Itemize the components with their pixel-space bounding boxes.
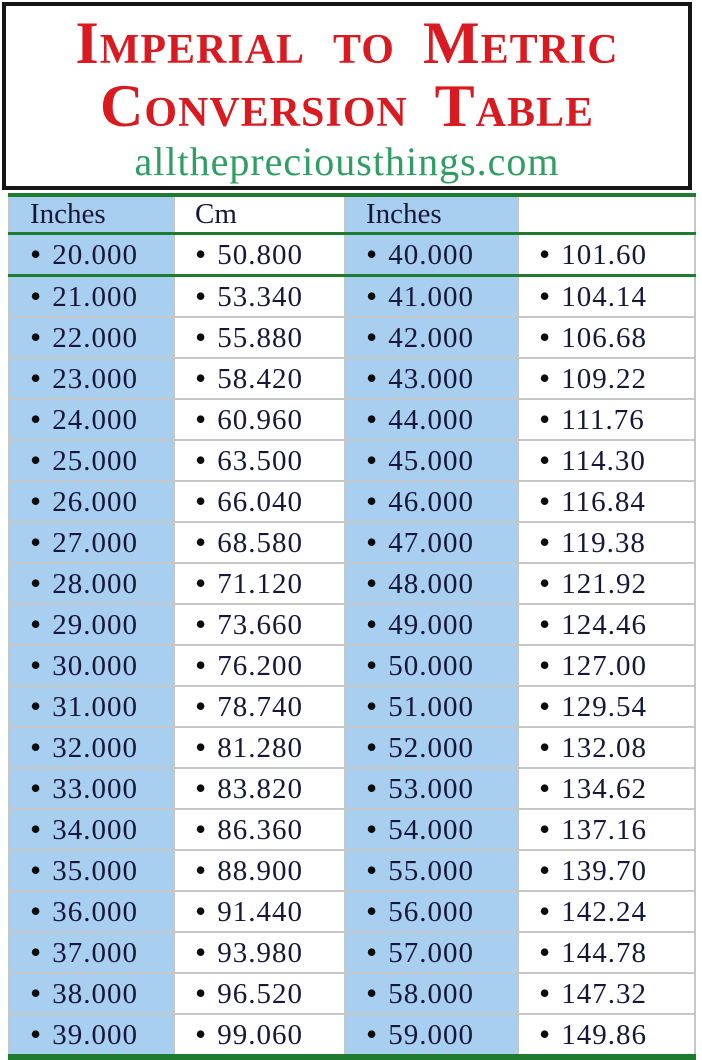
cell-value: 49.000 (388, 609, 474, 641)
bullet-icon: • (539, 278, 551, 314)
table-cell (345, 604, 518, 645)
cell-value: 30.000 (52, 650, 138, 682)
cell-value: 52.000 (388, 732, 474, 764)
bullet-icon: • (366, 606, 378, 642)
cell-value: 109.22 (561, 363, 647, 395)
table-cell (345, 686, 518, 727)
table-cell (518, 809, 695, 850)
bullet-icon: • (539, 360, 551, 396)
cell-value: 28.000 (52, 568, 138, 600)
bullet-icon: • (539, 688, 551, 724)
bullet-icon: • (366, 729, 378, 765)
table-cell (174, 932, 345, 973)
column-header-inches-right: Inches (345, 195, 518, 234)
bullet-icon: • (366, 852, 378, 888)
table-cell (345, 481, 518, 522)
table-cell (518, 891, 695, 932)
cell-value: 114.30 (561, 445, 646, 477)
table-cell (345, 317, 518, 358)
table-cell (174, 563, 345, 604)
bullet-icon: • (539, 606, 551, 642)
bullet-icon: • (195, 401, 207, 437)
table-cell (518, 973, 695, 1014)
table-cell (9, 850, 174, 891)
cell-value: 54.000 (388, 814, 474, 846)
table-cell (174, 1014, 345, 1057)
cell-value: 44.000 (388, 404, 474, 436)
table-cell (174, 604, 345, 645)
cell-value: 31.000 (52, 691, 138, 723)
table-cell (9, 604, 174, 645)
cell-value: 53.340 (217, 281, 303, 313)
bullet-icon: • (539, 483, 551, 519)
conversion-table (8, 193, 696, 1060)
table-cell (174, 850, 345, 891)
table-cell (174, 686, 345, 727)
table-cell (9, 563, 174, 604)
bullet-icon: • (366, 319, 378, 355)
bullet-icon: • (366, 893, 378, 929)
bullet-icon: • (366, 236, 378, 272)
bullet-icon: • (30, 1016, 42, 1052)
bullet-icon: • (195, 647, 207, 683)
bullet-icon: • (30, 360, 42, 396)
column-header-cm-right (518, 195, 695, 234)
table-cell (345, 1014, 518, 1057)
cell-value: 137.16 (561, 814, 647, 846)
bullet-icon: • (30, 524, 42, 560)
bullet-icon: • (195, 606, 207, 642)
cell-value: 63.500 (217, 445, 303, 477)
bullet-icon: • (539, 934, 551, 970)
bullet-icon: • (539, 442, 551, 478)
table-cell (9, 358, 174, 399)
bullet-icon: • (195, 852, 207, 888)
cell-value: 88.900 (217, 855, 303, 887)
cell-value: 134.62 (561, 773, 647, 805)
bullet-icon: • (539, 770, 551, 806)
cell-value: 91.440 (217, 896, 303, 928)
bullet-icon: • (30, 729, 42, 765)
cell-value: 60.960 (217, 404, 303, 436)
cell-value: 45.000 (388, 445, 474, 477)
cell-value: 59.000 (388, 1019, 474, 1051)
table-row (9, 522, 695, 563)
bullet-icon: • (195, 688, 207, 724)
table-cell (174, 358, 345, 399)
table-cell (9, 727, 174, 768)
bullet-icon: • (195, 975, 207, 1011)
table-cell (518, 317, 695, 358)
table-cell (9, 481, 174, 522)
table-cell (345, 563, 518, 604)
column-header-cm-left: Cm (174, 195, 345, 234)
table-cell (9, 399, 174, 440)
cell-value: 47.000 (388, 527, 474, 559)
table-cell (174, 645, 345, 686)
title-box (2, 2, 692, 190)
table-cell (9, 645, 174, 686)
cell-value: 38.000 (52, 978, 138, 1010)
table-cell (9, 973, 174, 1014)
table-cell (345, 973, 518, 1014)
bullet-icon: • (195, 934, 207, 970)
cell-value: 55.000 (388, 855, 474, 887)
column-header-inches-left: Inches (9, 195, 174, 234)
bullet-icon: • (30, 975, 42, 1011)
bullet-icon: • (195, 893, 207, 929)
cell-value: 129.54 (561, 691, 647, 723)
table-cell (9, 686, 174, 727)
cell-value: 20.000 (52, 239, 138, 271)
table-row (9, 686, 695, 727)
table-row (9, 234, 695, 276)
bullet-icon: • (195, 278, 207, 314)
cell-value: 73.660 (217, 609, 303, 641)
table-cell (9, 276, 174, 318)
cell-value: 58.000 (388, 978, 474, 1010)
cell-value: 50.800 (217, 239, 303, 271)
bullet-icon: • (195, 1016, 207, 1052)
cell-value: 104.14 (561, 281, 647, 313)
table-cell (9, 317, 174, 358)
cell-value: 23.000 (52, 363, 138, 395)
cell-value: 119.38 (561, 527, 646, 559)
cell-value: 58.420 (217, 363, 303, 395)
table-cell (9, 440, 174, 481)
cell-value: 48.000 (388, 568, 474, 600)
table-cell (518, 645, 695, 686)
cell-value: 34.000 (52, 814, 138, 846)
table-row (9, 932, 695, 973)
table-cell (518, 358, 695, 399)
website-url: allthepreciousthings.com (134, 139, 560, 184)
table-cell (174, 973, 345, 1014)
table-cell (9, 768, 174, 809)
table-cell (9, 809, 174, 850)
cell-value: 50.000 (388, 650, 474, 682)
cell-value: 41.000 (388, 281, 474, 313)
table-cell (345, 276, 518, 318)
poster-title-line-1: Imperial to Metric (75, 10, 619, 76)
bullet-icon: • (539, 975, 551, 1011)
table-row (9, 727, 695, 768)
cell-value: 25.000 (52, 445, 138, 477)
bullet-icon: • (195, 360, 207, 396)
bullet-icon: • (195, 483, 207, 519)
bullet-icon: • (195, 236, 207, 272)
bullet-icon: • (30, 893, 42, 929)
cell-value: 55.880 (217, 322, 303, 354)
bullet-icon: • (366, 278, 378, 314)
table-row (9, 1014, 695, 1057)
bullet-icon: • (366, 975, 378, 1011)
bullet-icon: • (30, 770, 42, 806)
bullet-icon: • (366, 524, 378, 560)
bullet-icon: • (366, 442, 378, 478)
cell-value: 32.000 (52, 732, 138, 764)
table-cell (9, 234, 174, 276)
table-row (9, 317, 695, 358)
cell-value: 149.86 (561, 1019, 647, 1051)
table-cell (9, 1014, 174, 1057)
bullet-icon: • (30, 401, 42, 437)
bullet-icon: • (195, 524, 207, 560)
cell-value: 22.000 (52, 322, 138, 354)
table-cell (9, 932, 174, 973)
cell-value: 81.280 (217, 732, 303, 764)
table-row (9, 563, 695, 604)
bullet-icon: • (539, 524, 551, 560)
cell-value: 83.820 (217, 773, 303, 805)
table-row (9, 850, 695, 891)
cell-value: 43.000 (388, 363, 474, 395)
cell-value: 40.000 (388, 239, 474, 271)
bullet-icon: • (539, 401, 551, 437)
table-cell (345, 645, 518, 686)
table-row (9, 358, 695, 399)
poster-title-line-2: Conversion Table (99, 73, 595, 139)
cell-value: 124.46 (561, 609, 647, 641)
bullet-icon: • (30, 442, 42, 478)
cell-value: 101.60 (561, 239, 647, 271)
cell-value: 37.000 (52, 937, 138, 969)
table-cell (518, 399, 695, 440)
bullet-icon: • (30, 934, 42, 970)
cell-value: 26.000 (52, 486, 138, 518)
bullet-icon: • (30, 319, 42, 355)
table-row (9, 440, 695, 481)
cell-value: 29.000 (52, 609, 138, 641)
bullet-icon: • (539, 236, 551, 272)
cell-value: 71.120 (217, 568, 303, 600)
table-cell (345, 440, 518, 481)
bullet-icon: • (30, 565, 42, 601)
table-cell (174, 317, 345, 358)
bullet-icon: • (30, 606, 42, 642)
table-cell (345, 932, 518, 973)
table-header-row (9, 195, 695, 234)
table-cell (174, 522, 345, 563)
cell-value: 39.000 (52, 1019, 138, 1051)
table-cell (174, 768, 345, 809)
cell-value: 142.24 (561, 896, 647, 928)
bullet-icon: • (539, 811, 551, 847)
cell-value: 99.060 (217, 1019, 303, 1051)
table-cell (174, 481, 345, 522)
bullet-icon: • (30, 647, 42, 683)
table-cell (345, 522, 518, 563)
bullet-icon: • (30, 236, 42, 272)
table-cell (9, 522, 174, 563)
table-cell (174, 809, 345, 850)
cell-value: 121.92 (561, 568, 647, 600)
table-cell (174, 727, 345, 768)
table-row (9, 604, 695, 645)
table-row (9, 399, 695, 440)
table-cell (518, 522, 695, 563)
table-row (9, 481, 695, 522)
bullet-icon: • (195, 770, 207, 806)
table-row (9, 973, 695, 1014)
table-row (9, 768, 695, 809)
cell-value: 27.000 (52, 527, 138, 559)
table-cell (518, 1014, 695, 1057)
table-cell (174, 891, 345, 932)
cell-value: 68.580 (217, 527, 303, 559)
table-cell (345, 768, 518, 809)
cell-value: 86.360 (217, 814, 303, 846)
table-cell (345, 358, 518, 399)
cell-value: 36.000 (52, 896, 138, 928)
cell-value: 76.200 (217, 650, 303, 682)
table-row (9, 276, 695, 318)
cell-value: 116.84 (561, 486, 646, 518)
table-cell (518, 563, 695, 604)
cell-value: 147.32 (561, 978, 647, 1010)
bullet-icon: • (30, 278, 42, 314)
table-cell (174, 440, 345, 481)
bullet-icon: • (366, 934, 378, 970)
cell-value: 33.000 (52, 773, 138, 805)
bullet-icon: • (195, 729, 207, 765)
bullet-icon: • (366, 770, 378, 806)
table-cell (174, 276, 345, 318)
bullet-icon: • (30, 483, 42, 519)
bullet-icon: • (30, 688, 42, 724)
bullet-icon: • (366, 688, 378, 724)
cell-value: 56.000 (388, 896, 474, 928)
cell-value: 51.000 (388, 691, 474, 723)
table-cell (174, 234, 345, 276)
bullet-icon: • (539, 852, 551, 888)
bullet-icon: • (195, 319, 207, 355)
table-cell (518, 932, 695, 973)
bullet-icon: • (539, 565, 551, 601)
cell-value: 46.000 (388, 486, 474, 518)
table-cell (518, 768, 695, 809)
bullet-icon: • (30, 852, 42, 888)
cell-value: 53.000 (388, 773, 474, 805)
table-cell (174, 399, 345, 440)
bullet-icon: • (539, 647, 551, 683)
table-cell (518, 440, 695, 481)
cell-value: 106.68 (561, 322, 647, 354)
cell-value: 139.70 (561, 855, 647, 887)
cell-value: 57.000 (388, 937, 474, 969)
cell-value: 66.040 (217, 486, 303, 518)
table-cell (345, 850, 518, 891)
cell-value: 127.00 (561, 650, 647, 682)
bullet-icon: • (539, 729, 551, 765)
table-cell (9, 891, 174, 932)
table-cell (345, 399, 518, 440)
table-cell (518, 850, 695, 891)
cell-value: 21.000 (52, 281, 138, 313)
bullet-icon: • (30, 811, 42, 847)
bullet-icon: • (366, 811, 378, 847)
bullet-icon: • (366, 401, 378, 437)
cell-value: 24.000 (52, 404, 138, 436)
bullet-icon: • (366, 360, 378, 396)
table-row (9, 809, 695, 850)
bullet-icon: • (539, 319, 551, 355)
cell-value: 42.000 (388, 322, 474, 354)
cell-value: 96.520 (217, 978, 303, 1010)
table-cell (518, 686, 695, 727)
bullet-icon: • (366, 565, 378, 601)
table-cell (518, 727, 695, 768)
conversion-poster (0, 2, 702, 1052)
cell-value: 144.78 (561, 937, 647, 969)
table-cell (345, 891, 518, 932)
table-cell (518, 481, 695, 522)
bullet-icon: • (195, 811, 207, 847)
cell-value: 93.980 (217, 937, 303, 969)
table-cell (345, 809, 518, 850)
bullet-icon: • (195, 442, 207, 478)
table-cell (345, 234, 518, 276)
table-cell (518, 604, 695, 645)
cell-value: 111.76 (561, 404, 645, 436)
table-cell (518, 276, 695, 318)
table-row (9, 645, 695, 686)
cell-value: 35.000 (52, 855, 138, 887)
cell-value: 78.740 (217, 691, 303, 723)
bullet-icon: • (539, 1016, 551, 1052)
cell-value: 132.08 (561, 732, 647, 764)
table-cell (345, 727, 518, 768)
table-cell (518, 234, 695, 276)
bullet-icon: • (366, 647, 378, 683)
bullet-icon: • (539, 893, 551, 929)
bullet-icon: • (195, 565, 207, 601)
table-row (9, 891, 695, 932)
bullet-icon: • (366, 1016, 378, 1052)
bullet-icon: • (366, 483, 378, 519)
